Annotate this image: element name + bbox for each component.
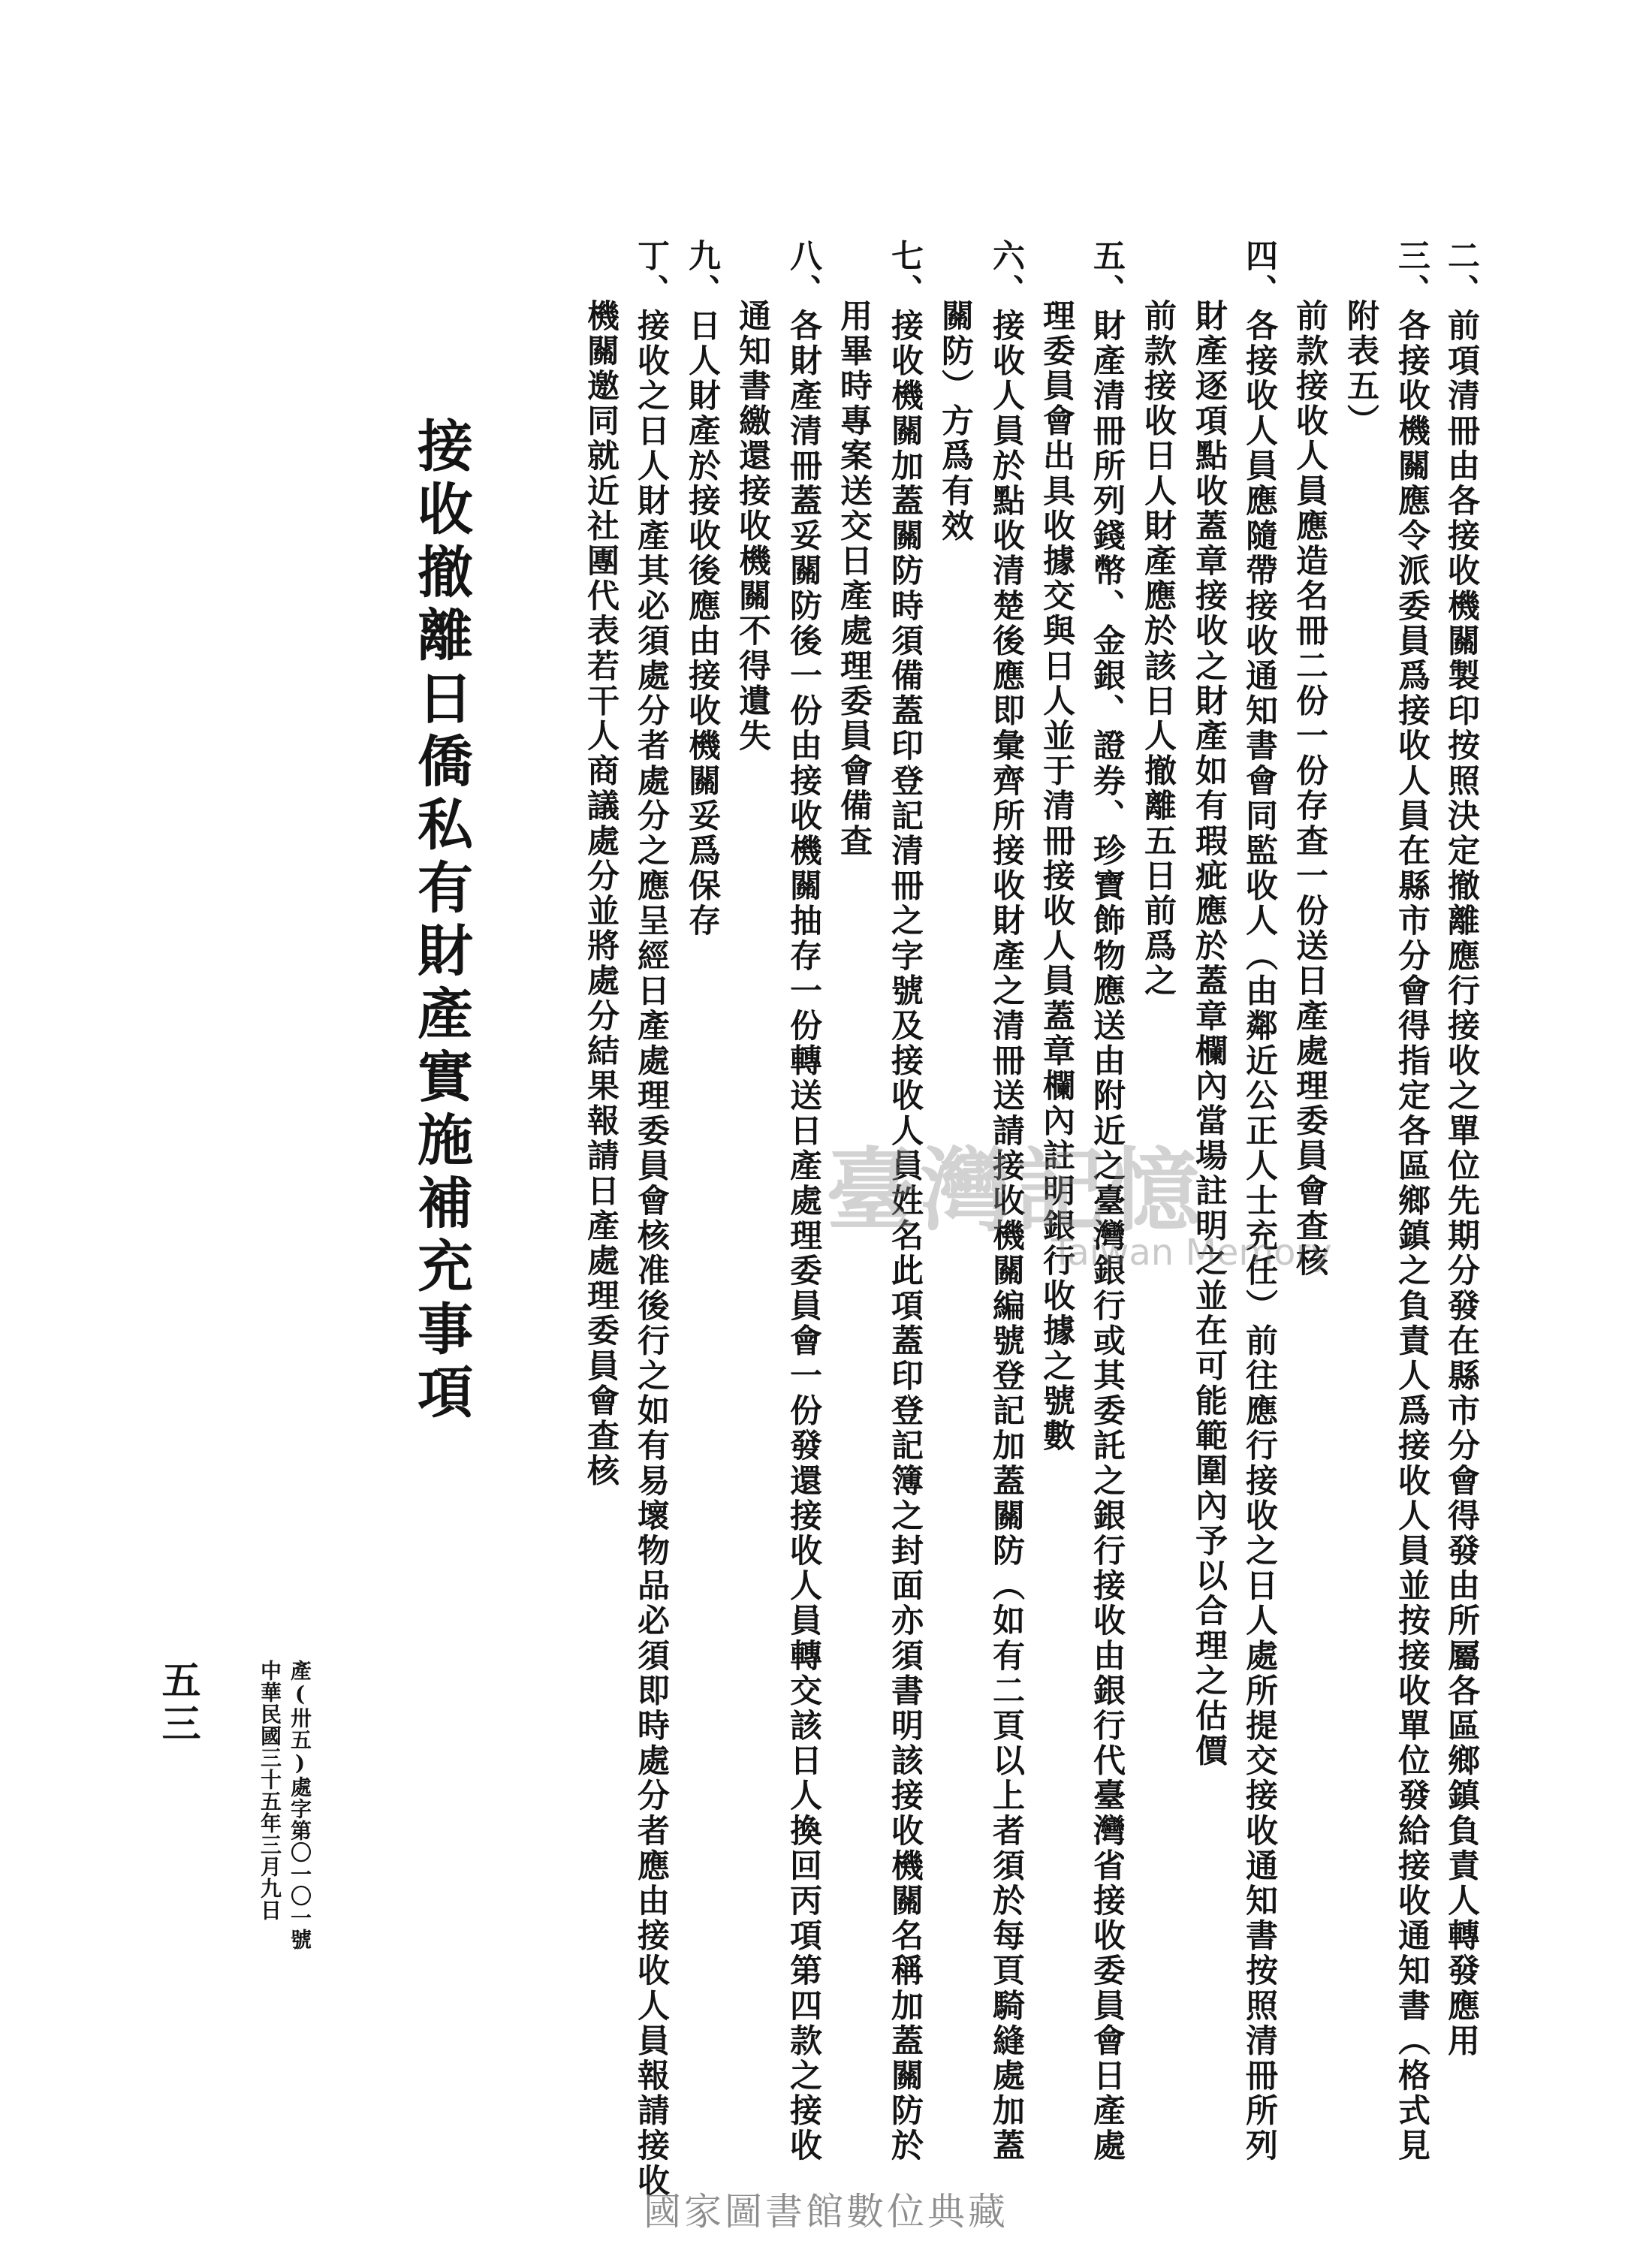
text-column-15: 通知書繳還接收機關不得遺失 [734,299,771,754]
text-column-16: 九、日人財產於接收後應由接收機關妥爲保存 [683,239,721,939]
text-column-18: 機關邀同就近社團代表若干人商議處分並將處分結果報請日產處理委員會查核 [582,299,620,1489]
text-column-6: 財產逐項點收蓋章接收之財產如有瑕疵應於蓋章欄內當場註明之並在可能範圍內予以合理之估價 [1190,299,1228,1769]
watermark-subtext: Taiwan Memory [1051,1232,1332,1274]
library-footer: 國家圖書館數位典藏 [644,2190,1008,2233]
doc-number: 產(卅五)處字第〇一〇一號 [288,1660,312,1950]
text-column-10: 六、接收人員於點收清楚後應即彙齊所接收財產之清冊送請接收機關編號登記加蓋關防（如有二頁以上者須於每頁騎縫處加蓋 [987,239,1025,2164]
doc-date: 中華民國三十五年三月九日 [258,1660,282,1921]
text-column-4: 前款接收人員應造名冊二份一份存查一份送日產處理委員會查核 [1291,299,1328,1279]
text-column-11: 關防）方爲有效 [936,299,974,544]
page-number: 五三 [155,1660,200,1747]
text-column-9: 理委員會出具收據交與日人並于清冊接收人員蓋章欄內註明銀行收據之號數 [1038,299,1075,1454]
taiwan-memory-watermark [826,1119,1332,1299]
text-column-2: 三、各接收機關應令派委員爲接收人員在縣市分會得指定各區鄉鎮之負責人爲接收人員並按接收單位發給接收通知書（格式見 [1393,239,1430,2164]
page-title: 接收撤離日僑私有財產實施補充事項 [408,417,473,1426]
watermark-text: 臺灣記憶 [826,1138,1204,1244]
text-column-1: 二、前項清冊由各接收機關製印按照決定撤離應行接收之單位先期分發在縣市分會得發由所屬各區鄉鎮負責人轉發應用 [1442,239,1480,2059]
text-column-5: 四、各接收人員應隨帶接收通知書會同監收人（由鄰近公正人士充任）前往應行接收之日人處所提交接收通知書按照清冊所列 [1241,239,1278,2164]
text-column-14: 八、各財產清冊蓋妥關防後一份由接收機關抽存一份轉送日產處理委員會一份發還接收人員轉交該日人換回丙項第四款之接收 [785,239,822,2164]
text-column-17: 丁、接收之日人財產其必須處分者處分之應呈經日產處理委員會核准後行之如有易壞物品必須即時處分者應由接收人員報請接收 [632,239,670,2199]
text-column-13: 用畢時專案送交日產處理委員會備查 [835,299,873,859]
text-column-12: 七、接收機關加蓋關防時須備蓋印登記清冊之字號及接收人員姓名此項蓋印登記簿之封面亦須書明該接收機關名稱加蓋關防於 [886,239,924,2164]
text-column-3: 附表五） [1342,299,1379,439]
text-column-8: 五、財產清冊所列錢幣、金銀、證券、珍寶飾物應送由附近之臺灣銀行或其委託之銀行接收由銀行代臺灣省接收委員會日產處 [1088,239,1126,2164]
text-column-7: 前款接收日人財產應於該日人撤離五日前爲之 [1139,299,1177,999]
